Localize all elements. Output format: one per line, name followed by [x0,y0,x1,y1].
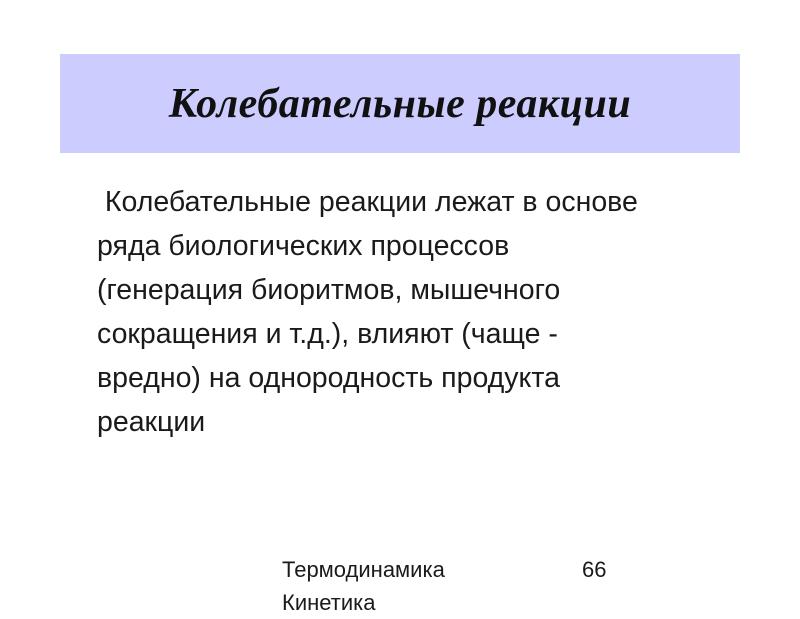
footer-line-2: Кинетика [282,590,376,615]
slide-body-text: Колебательные реакции лежат в основе ряда биологических процессов (генерация биоритмов, мышечного сокращения и т.д.), влияют (чаще - вредно) на однородность продукта реакции [97,186,638,438]
page-number: 66 [582,557,607,582]
footer-line-1: Термодинамика [282,557,445,582]
slide-title: Колебательные реакции [168,80,632,127]
footer-caption [282,553,445,619]
title-band [60,54,740,153]
